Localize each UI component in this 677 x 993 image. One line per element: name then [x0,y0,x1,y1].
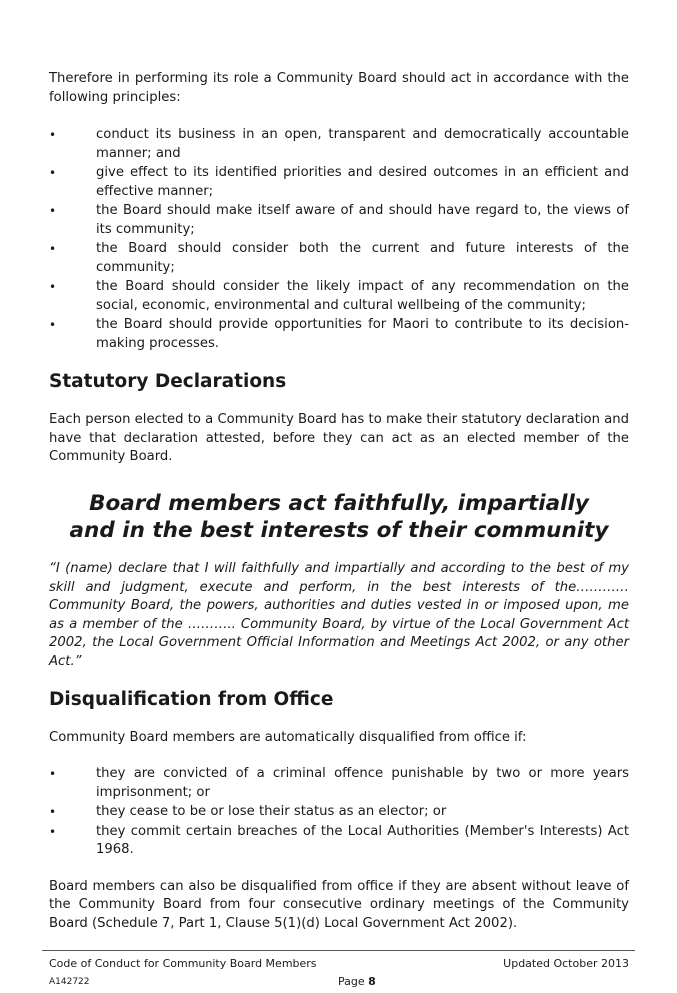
oath-title [49,490,629,544]
statutory-declarations-heading: Statutory Declarations [49,371,287,393]
oath-title-line-1: Board members act faithfully, impartially [89,491,589,517]
list-item: • they cease to be or lose their status as an elector; or [49,803,629,822]
bullet-icon: • [49,805,57,820]
bullet-icon: • [49,204,57,219]
disqualification-list [49,765,629,860]
bullet-icon: • [49,280,57,295]
footer-updated-date: Updated October 2013 [503,957,629,970]
bullet-icon: • [49,128,57,143]
bullet-icon: • [49,318,57,333]
disqualification-intro: Community Board members are automatically disqualified from office if: [49,729,527,745]
bullet-icon: • [49,767,57,782]
oath-title-line-2: and in the best interests of their community [69,518,609,544]
list-item: • the Board should provide opportunities for Maori to contribute to its decision-making processes. [49,317,629,351]
disqualification-closing: Board members can also be disqualified from office if they are absent without leave of the Community Board from four consecutive ordinary meetings of the Community Board (Schedule 7, Part 1, Clause 5(1)(d) Local Government Act 2002). [49,878,629,931]
page-label: Page [338,975,365,988]
list-item: • the Board should consider both the current and future interests of the community; [49,241,629,275]
list-item: • they commit certain breaches of the Local Authorities (Member's Interests) Act 1968. [49,823,629,858]
document-body [49,70,629,934]
statutory-declarations-text: Each person elected to a Community Board has to make their statutory declaration and have that declaration attested, before they can act as an elected member of the Community Board. [49,412,629,465]
list-item: • they are convicted of a criminal offence punishable by two or more years imprisonment; or [49,766,629,800]
page-number-value: 8 [368,975,376,988]
list-item: • conduct its business in an open, transparent and democratically accountable manner; and [49,127,629,161]
principles-intro: Therefore in performing its role a Community Board should act in accordance with the following principles: [49,71,629,105]
oath-declaration-text: “I (name) declare that I will faithfully and impartially and according to the best of my skill and judgment, execute and perform, in the best interests of the………… Community Board, the powers, authorities and duties vested in or imposed upon, me as a member of the ……….. Community Board, by virtue of the Local Government Act 2002, the Local Government Official Information and Meetings Act 2002, or any other Act.” [49,561,629,670]
disqualification-heading: Disqualification from Office [49,688,334,710]
bullet-icon: • [49,824,57,839]
list-item: • the Board should make itself aware of and should have regard to, the views of its community; [49,203,629,237]
list-item: • give effect to its identified priorities and desired outcomes in an efficient and effective manner; [49,165,629,199]
footer-divider [42,950,635,951]
principles-list [49,126,629,353]
footer-document-title: Code of Conduct for Community Board Members [49,957,317,970]
bullet-icon: • [49,242,57,257]
page-number [338,975,376,988]
list-item: • the Board should consider the likely impact of any recommendation on the social, economic, environmental and cultural wellbeing of the community; [49,279,629,313]
footer-document-code: A142722 [49,977,90,987]
bullet-icon: • [49,166,57,181]
